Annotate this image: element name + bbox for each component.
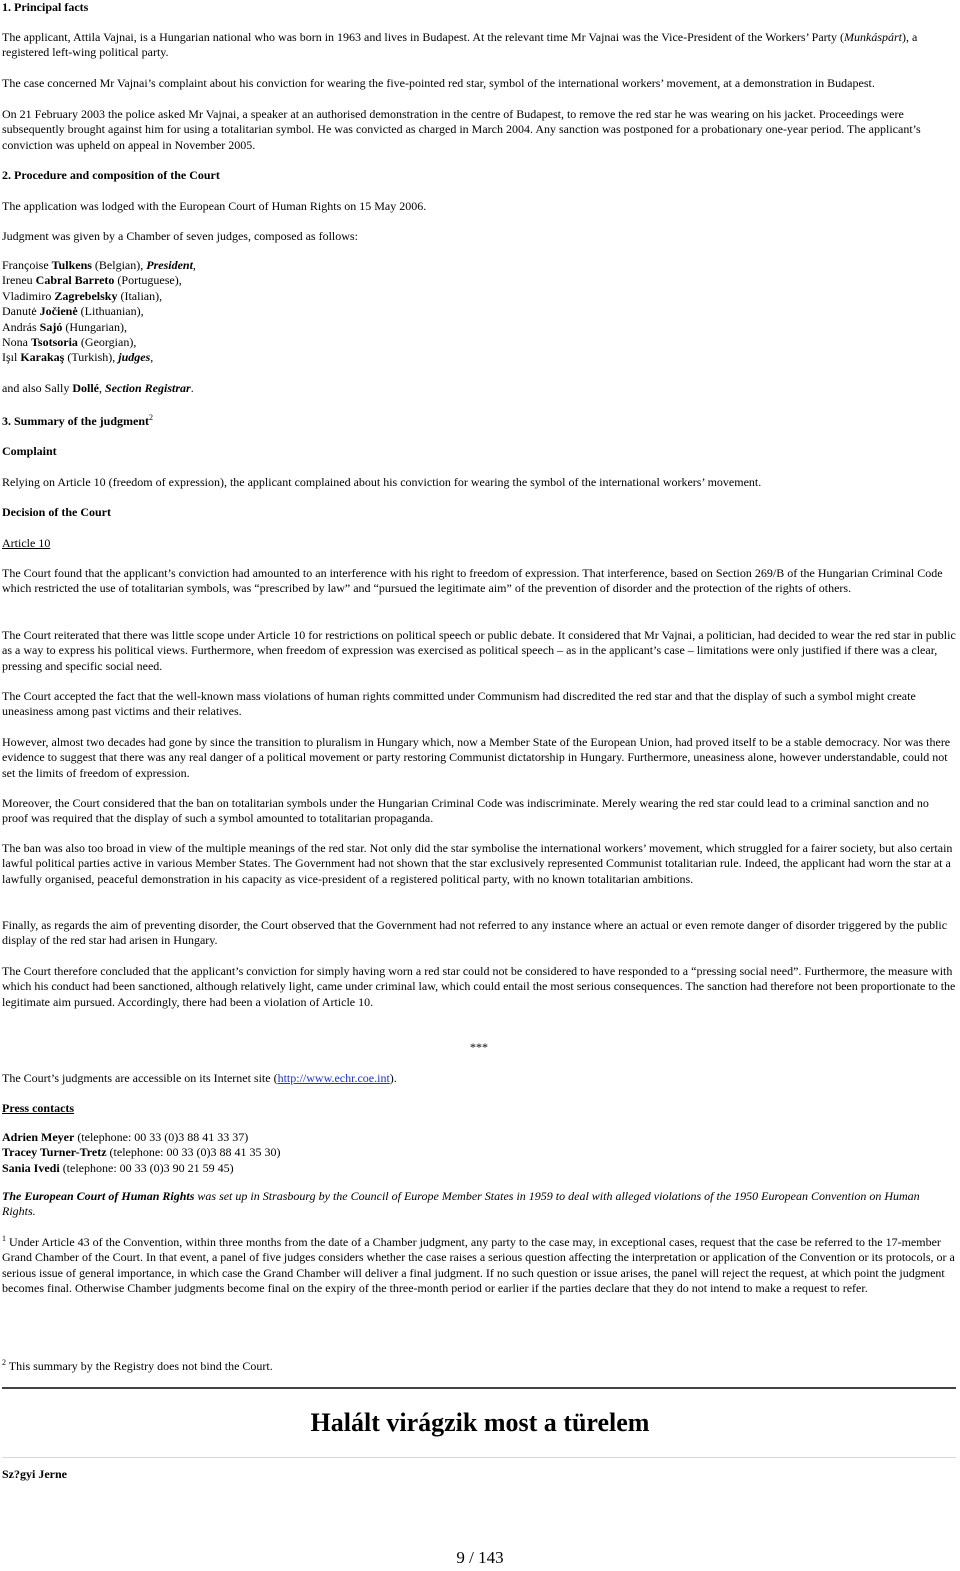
footnote-1: $^1$ Under Article 43 of the Convention, within three months from the date of a Chamber judgment, any party to the case may, in exceptional cases, request that the case be referred to the 17-member Grand Chamber of the Court. In that event, a panel of five judges considers whether the case raises a serious question affecting the interpretation or application of the Convention or its protocols, or a serious issue of general importance, in which case the Grand Chamber will deliver a final judgment. If no such question or issue arises, the panel will reject the request, at which point the judgment becomes final. Otherwise Chamber judgments become final on the expiry of the three-month period or earlier if the parties declare that they do not intend to make a request to refer. — [2, 1234, 955, 1296]
section-heading-summary: 3. Summary of the judgment$^2$ — [2, 413, 153, 428]
complaint-paragraph: Relying on Article 10 (freedom of expression), the applicant complained about his conviction for wearing the symbol of the international workers’ movement. — [2, 475, 762, 489]
procedure-paragraph-2: Judgment was given by a Chamber of seven judges, composed as follows: — [2, 229, 358, 243]
page-indicator: 9 / 143 — [456, 1548, 504, 1567]
divider-rule-light — [2, 1457, 956, 1458]
procedure-paragraph-1: The application was lodged with the European Court of Human Rights on 15 May 2006. — [2, 199, 427, 213]
decision-paragraph: The ban was also too broad in view of the multiple meanings of the red star. Not only did the star symbolise the international workers’ movement, which struggled for a fairer society, but also certain lawful political parties active in various Member States. The Government had not shown that the star exclusively represented Communist totalitarian rule. Indeed, the applicant had worn the star at a lawfully organised, peaceful demonstration in his capacity as vice-president of a registered political party, with no known totalitarian ambitions. — [2, 841, 953, 886]
judge-entry: Ireneu Cabral Barreto (Portuguese), — [2, 273, 182, 288]
section-heading-procedure: 2. Procedure and composition of the Court — [2, 168, 220, 182]
decision-paragraph: Finally, as regards the aim of preventing disorder, the Court observed that the Government had not referred to any instance where an actual or even remote danger of disorder triggered by the public display of the red star had arisen in Hungary. — [2, 918, 948, 948]
article-title: Halált virágzik most a türelem — [310, 1408, 650, 1437]
registrar-line: and also Sally Dollé, Section Registrar. — [2, 381, 194, 395]
principal-facts-paragraph-3: On 21 February 2003 the police asked Mr Vajnai, a speaker at an authorised demonstration in the centre of Budapest, to remove the red star he was wearing on his jacket. Proceedings were subsequently brought against him for using a totalitarian symbol. He was convicted as charged in March 2004. Any sanction was postponed for a probationary one-year period. The applicant’s conviction was upheld on appeal in November 2005. — [2, 107, 921, 152]
judge-entry: Danutė Jočienė (Lithuanian), — [2, 304, 144, 319]
principal-facts-paragraph-1: The applicant, Attila Vajnai, is a Hungarian national who was born in 1963 and lives in Budapest. At the relevant time Mr Vajnai was the Vice-President of the Workers’ Party (Munkáspárt), a registered left-wing political party. — [2, 30, 918, 60]
footnote-2-number: 2 — [2, 1358, 6, 1367]
principal-facts-paragraph-2: The case concerned Mr Vajnai’s complaint about his conviction for wearing the five-pointed red star, symbol of the international workers’ movement, at a demonstration in Budapest. — [2, 76, 875, 90]
decision-paragraph: However, almost two decades had gone by since the transition to pluralism in Hungary which, now a Member State of the European Union, had proved itself to be a stable democracy. Nor was there evidence to suggest that there was any real danger of a political movement or party restoring Communist dictatorship in Hungary. Furthermore, uneasiness alone, however understandable, could not set the limits of freedom of expression. — [2, 735, 951, 780]
court-description: The European Court of Human Rights was set up in Strasbourg by the Council of Europe Member States in 1959 to deal with alleged violations of the 1950 European Convention on Human Rights. — [2, 1189, 920, 1219]
decision-paragraph: The Court found that the applicant’s conviction had amounted to an interference with his right to freedom of expression. That interference, based on Section 269/B of the Hungarian Criminal Code which restricted the use of totalitarian symbols, was “prescribed by law” and “pursued the legitimate aim” of the prevention of disorder and the protection of the rights of others. — [2, 566, 943, 596]
press-contact: Adrien Meyer (telephone: 00 33 (0)3 88 41 33 37) — [2, 1130, 249, 1144]
decision-paragraph: The Court therefore concluded that the applicant’s conviction for simply having worn a red star could not be considered to have responded to a “pressing social need”. Furthermore, the measure with which his conduct had been sanctioned, although relatively light, came under criminal law, which could entail the most serious consequences. The sanction had therefore not been proportionate to the legitimate aim pursued. Accordingly, there had been a violation of Article 10. — [2, 964, 956, 1009]
footnote-1-number: 1 — [2, 1234, 6, 1243]
decision-heading: Decision of the Court — [2, 505, 111, 519]
divider-rule — [2, 1387, 956, 1389]
judge-entry: Vladimiro Zagrebelsky (Italian), — [2, 288, 163, 303]
press-contacts-list — [2, 1130, 956, 1176]
press-contacts-heading: Press contacts — [2, 1101, 75, 1115]
judge-entry: András Sajó (Hungarian), — [2, 319, 127, 334]
judge-entry: Françoise Tulkens (Belgian), President, — [2, 258, 196, 272]
complaint-heading: Complaint — [2, 444, 57, 458]
decision-paragraph: The Court accepted the fact that the well-known mass violations of human rights committed under Communism had discredited the red star and that the display of such a symbol might create uneasiness among past victims and their relatives. — [2, 689, 916, 719]
decision-paragraph: The Court reiterated that there was little scope under Article 10 for restrictions on political speech or public debate. It considered that Mr Vajnai, a politician, had decided to wear the red star in public as a way to express his political views. Furthermore, when freedom of expression was exercised as political speech – as in the applicant’s case – limitations were only justified if there was a clear, pressing and specific social need. — [2, 628, 956, 673]
website-line: The Court’s judgments are accessible on its Internet site (http://www.echr.coe.int). — [2, 1071, 397, 1085]
judge-entry: Nona Tsotsoria (Georgian), — [2, 335, 137, 350]
author-name: Sz?gyi Jerne — [2, 1467, 67, 1481]
section-heading-principal-facts: 1. Principal facts — [2, 0, 89, 14]
footnote-ref-2: 2 — [149, 413, 153, 422]
press-contact: Sania Ivedi (telephone: 00 33 (0)3 90 21 59 45) — [2, 1160, 234, 1175]
judge-entry: Işıl Karakaş (Turkish), judges, — [2, 350, 154, 365]
judges-list — [2, 258, 956, 366]
decision-paragraph: Moreover, the Court considered that the ban on totalitarian symbols under the Hungarian Criminal Code was indiscriminate. Merely wearing the red star could lead to a criminal sanction and no proof was required that the display of such a symbol amounted to totalitarian propaganda. — [2, 796, 929, 826]
press-contact: Tracey Turner-Tretz (telephone: 00 33 (0)3 88 41 35 30) — [2, 1145, 281, 1160]
echr-website-link[interactable]: http://www.echr.coe.int — [277, 1071, 390, 1085]
separator-stars: *** — [470, 1040, 488, 1054]
article-10-heading: Article 10 — [2, 536, 51, 550]
footnote-2: $^2$ This summary by the Registry does not bind the Court. — [2, 1358, 273, 1373]
